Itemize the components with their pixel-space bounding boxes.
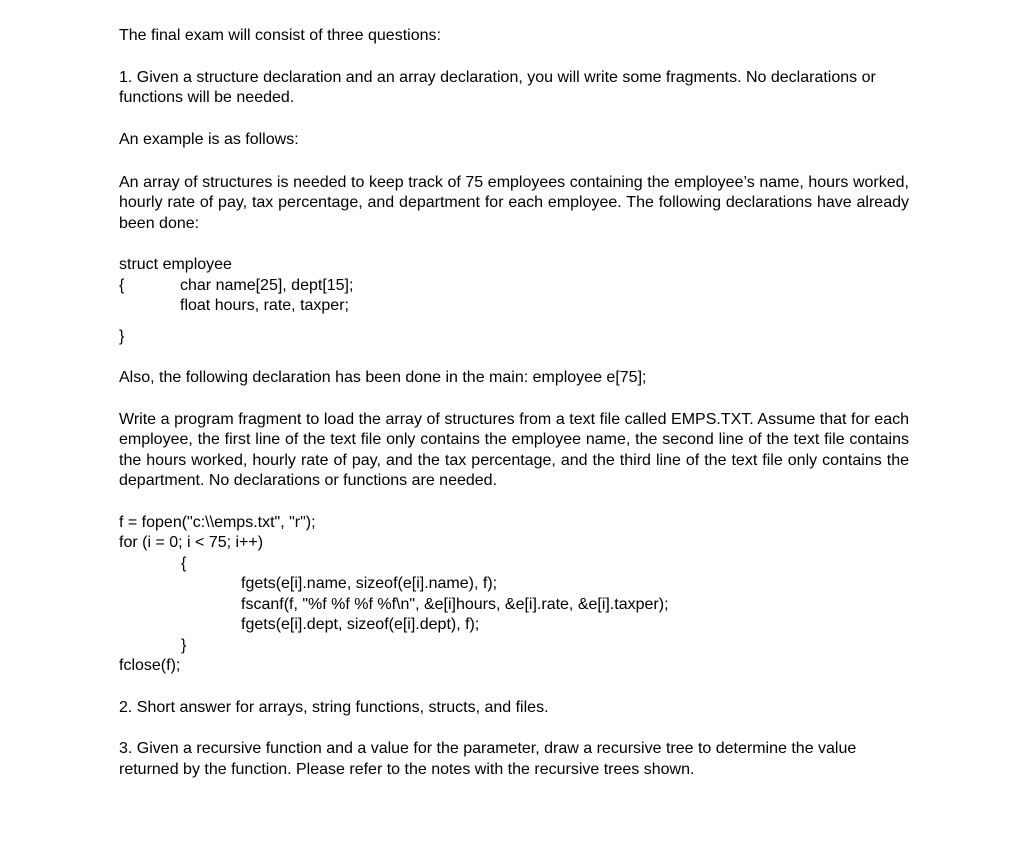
problem-statement: An array of structures is needed to keep track of 75 employees containing the employee’s name, hours worked, hourly rate of pay, tax percentage, and department for each employee. The following declarations have already been done: xyxy=(119,173,909,232)
code-line-1: f = fopen("c:\\emps.txt", "r"); xyxy=(119,513,316,531)
struct-line-2: char name[25], dept[15]; xyxy=(180,276,354,294)
code-line-5: fscanf(f, "%f %f %f %f\n", &e[i]hours, &e[i].rate, &e[i].taxper); xyxy=(241,595,669,613)
question-3-text: 3. Given a recursive function and a value for the parameter, draw a recursive tree to determine the value returned by the function. Please refer to the notes with the recursive trees shown. xyxy=(119,740,857,778)
code-line-4: fgets(e[i].name, sizeof(e[i].name), f); xyxy=(241,575,498,592)
struct-declaration xyxy=(119,255,909,347)
code-line-2: for (i = 0; i < 75; i++) xyxy=(119,534,264,551)
intro-text: The final exam will consist of three questions: xyxy=(119,27,441,44)
code-line-7: } xyxy=(181,636,187,654)
code-line-6: fgets(e[i].dept, sizeof(e[i].dept), f); xyxy=(241,616,480,633)
struct-line-2-row xyxy=(119,276,909,297)
struct-open-brace: { xyxy=(119,276,125,294)
code-line-3: { xyxy=(181,554,187,572)
struct-line-3: float hours, rate, taxper; xyxy=(180,297,349,314)
struct-close-brace: } xyxy=(119,327,125,345)
main-declaration: Also, the following declaration has been done in the main: employee e[75]; xyxy=(119,369,647,386)
example-intro: An example is as follows: xyxy=(119,130,299,148)
document-body xyxy=(119,26,909,780)
code-line-8: fclose(f); xyxy=(119,657,181,674)
task-statement: Write a program fragment to load the array of structures from a text file called EMPS.TXT. Assume that for each employee, the first line of the text file only contains the employee name, the second line of the text file contains the hours worked, hourly rate of pay, and the tax percentage, and the third line of the text file only contains the department. No declarations or functions are needed. xyxy=(119,410,909,489)
struct-line-1: struct employee xyxy=(119,256,232,273)
question-2-text: 2. Short answer for arrays, string functions, structs, and files. xyxy=(119,698,549,716)
question-1-text: 1. Given a structure declaration and an array declaration, you will write some fragments. No declarations or functions will be needed. xyxy=(119,68,876,106)
solution-code xyxy=(119,513,909,677)
